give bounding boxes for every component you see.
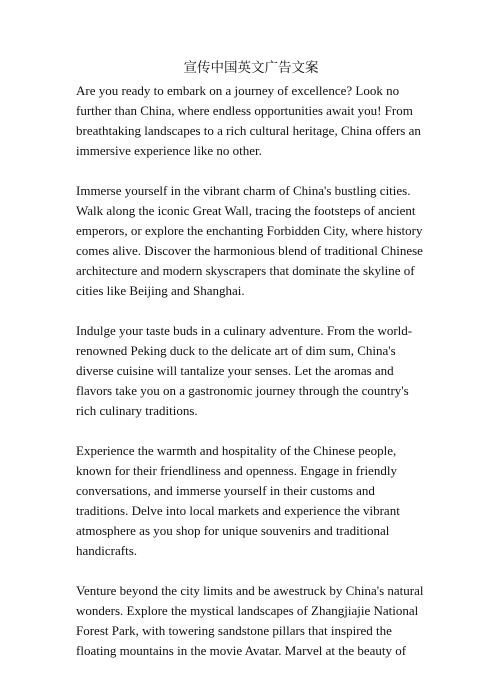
paragraph-cuisine: Indulge your taste buds in a culinary adventure. From the world-renowned Peking duck to the delicate art of dim sum, China's diverse cuisine will tantalize your senses. Let the aromas and flavors take you on a gastronomic journey through the country's rich culinary traditions.	[76, 323, 413, 418]
paragraph-people: Experience the warmth and hospitality of the Chinese people, known for their friendliness and openness. Engage in friendly conversations, and immerse yourself in their customs and traditions. Delve into local markets and experience the vibrant atmosphere as you shop for unique souvenirs and traditional handicrafts.	[76, 443, 400, 558]
paragraph-cities: Immerse yourself in the vibrant charm of China's bustling cities. Walk along the iconic Great Wall, tracing the footsteps of ancient emperors, or explore the enchanting Forbidden City, where history comes alive. Discover the harmonious blend of traditional Chinese architecture and modern skyscrapers that dominate the skyline of cities like Beijing and Shanghai.	[76, 183, 423, 298]
page-title: 宣传中国英文广告文案	[183, 60, 319, 75]
paragraph-intro: Are you ready to embark on a journey of excellence? Look no further than China, where endless opportunities await you! From breathtaking landscapes to a rich cultural heritage, China offers an immersive experience like no other.	[76, 83, 421, 158]
document-body	[76, 81, 428, 681]
paragraph-nature: Venture beyond the city limits and be awestruck by China's natural wonders. Explore the mystical landscapes of Zhangjiajie National Forest Park, with towering sandstone pillars that inspired the floating mountains in the movie Avatar. Marvel at the beauty of	[76, 583, 424, 658]
